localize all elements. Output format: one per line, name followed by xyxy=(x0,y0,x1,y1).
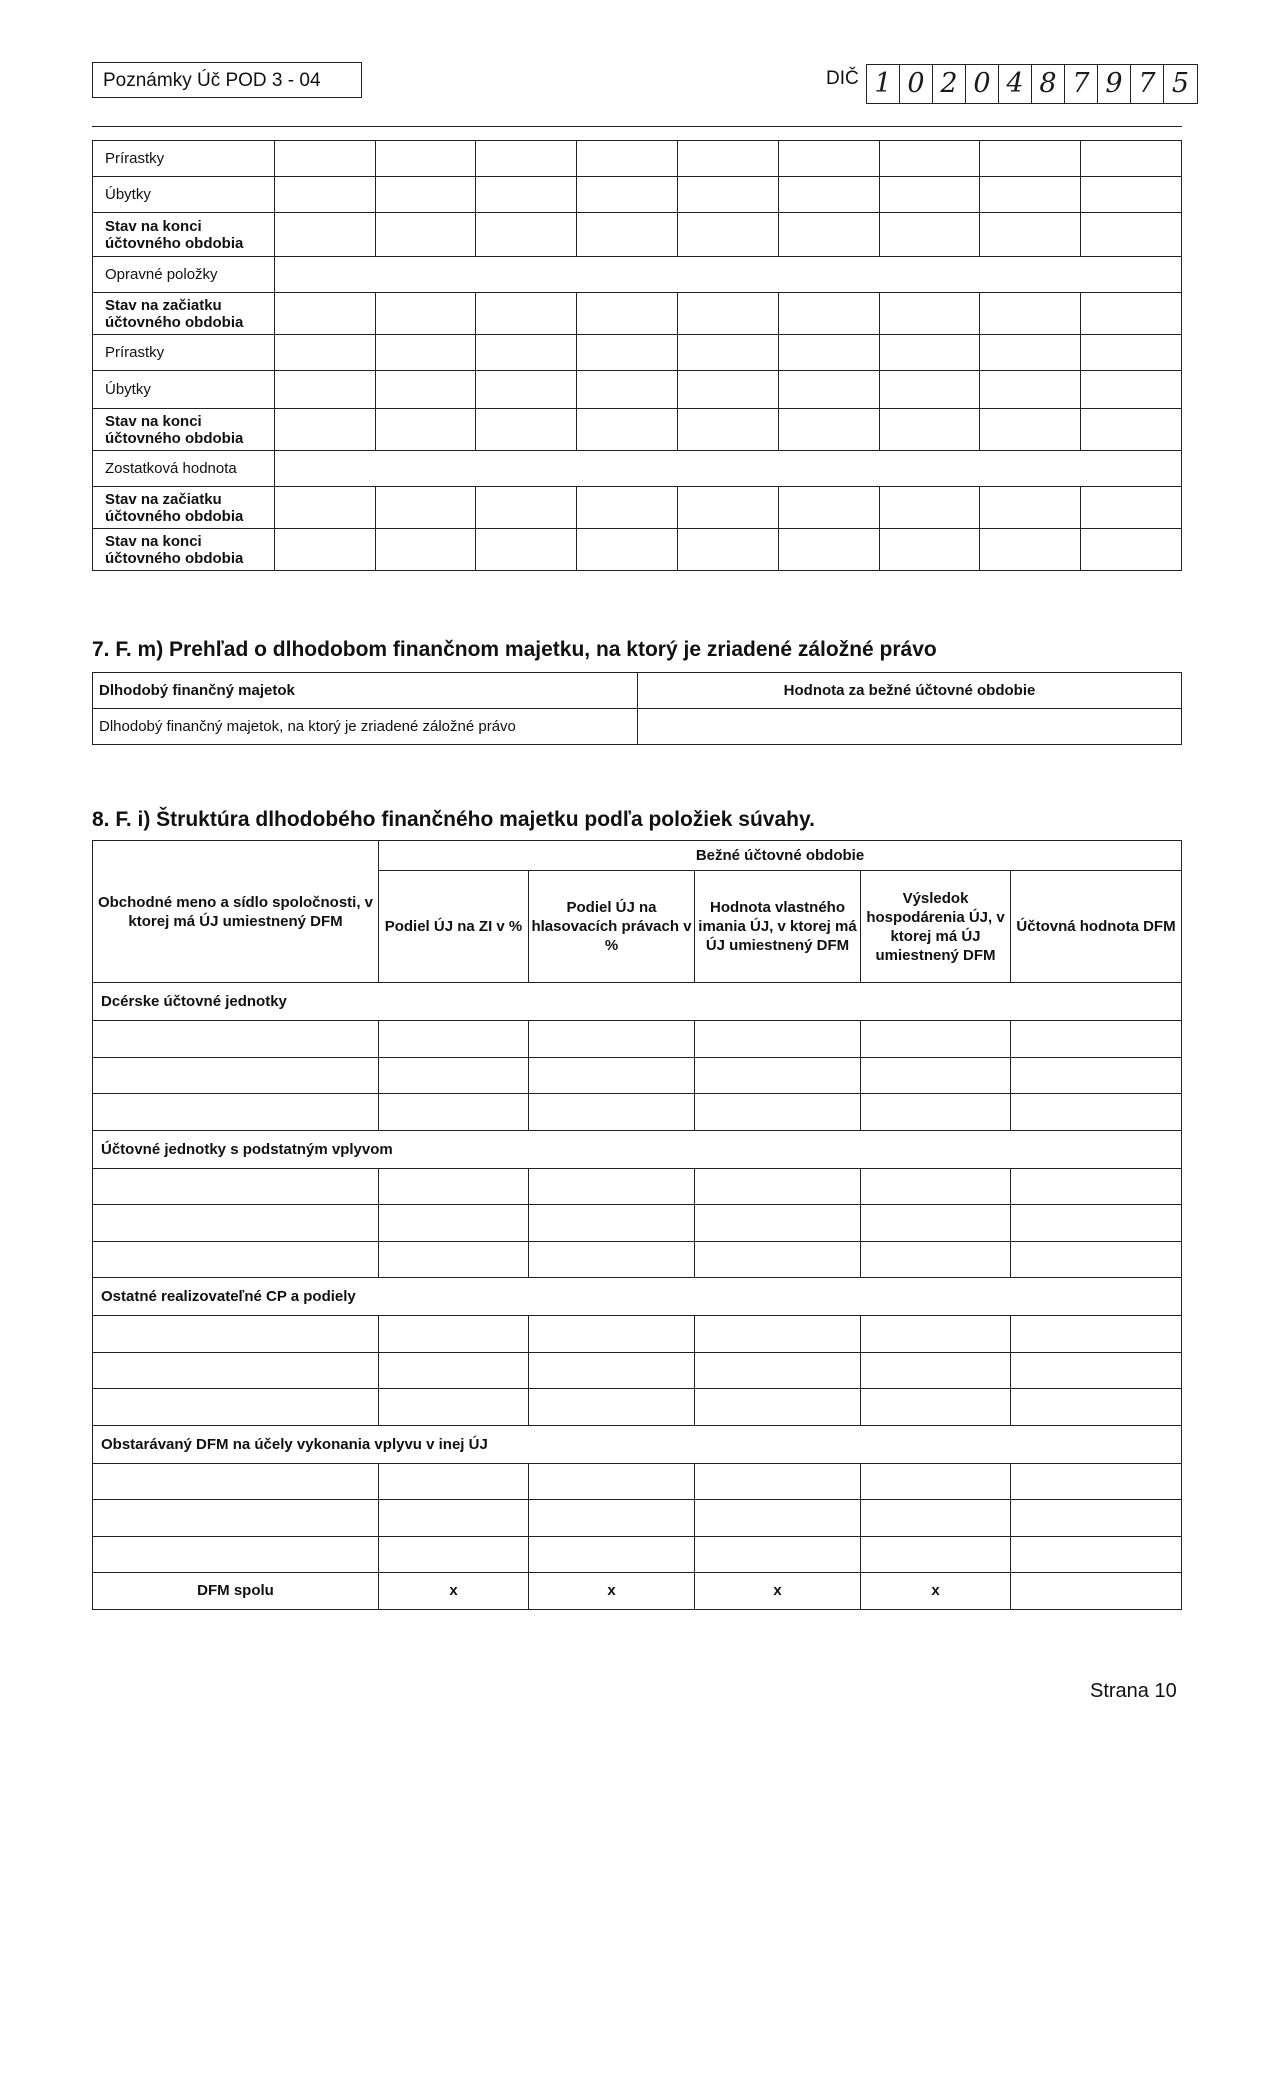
table-row xyxy=(93,257,1182,293)
table-row xyxy=(93,1352,1182,1389)
dic-digit: 7 xyxy=(1065,65,1098,103)
value-cell[interactable] xyxy=(274,451,1181,487)
total-value-cell[interactable] xyxy=(1011,1573,1182,1610)
value-cell[interactable] xyxy=(695,1021,861,1058)
form-title: Poznámky Úč POD 3 - 04 xyxy=(92,62,362,98)
total-x-mark: x xyxy=(379,1573,529,1610)
value-cell[interactable] xyxy=(879,213,980,257)
value-cell[interactable] xyxy=(1081,529,1182,571)
value-cell[interactable] xyxy=(375,177,476,213)
total-x-mark: x xyxy=(861,1573,1011,1610)
value-cell[interactable] xyxy=(879,409,980,451)
table-row xyxy=(93,1205,1182,1242)
group-row xyxy=(93,983,1182,1021)
value-cell[interactable] xyxy=(529,1536,695,1573)
value-cell[interactable] xyxy=(1011,1463,1182,1500)
row-label: Prírastky xyxy=(93,141,275,177)
value-cell[interactable] xyxy=(1011,1205,1182,1242)
dic-digit: 4 xyxy=(999,65,1032,103)
table-row xyxy=(93,1057,1182,1094)
value-cell[interactable] xyxy=(274,371,375,409)
value-cell[interactable] xyxy=(778,371,879,409)
asset-movements-table xyxy=(92,140,1182,571)
value-cell[interactable] xyxy=(577,409,678,451)
value-cell[interactable] xyxy=(695,1205,861,1242)
value-cell[interactable] xyxy=(1011,1352,1182,1389)
value-cell[interactable] xyxy=(379,1168,529,1205)
value-cell[interactable] xyxy=(980,335,1081,371)
value-cell[interactable] xyxy=(379,1205,529,1242)
value-cell[interactable] xyxy=(529,1094,695,1131)
table-row xyxy=(93,1241,1182,1278)
row-label: Prírastky xyxy=(93,335,275,371)
value-cell[interactable] xyxy=(577,177,678,213)
total-label: DFM spolu xyxy=(93,1573,379,1610)
company-name-cell[interactable] xyxy=(93,1057,379,1094)
value-cell[interactable] xyxy=(678,213,779,257)
table-row xyxy=(93,1463,1182,1500)
value-cell[interactable] xyxy=(476,335,577,371)
value-cell[interactable] xyxy=(980,487,1081,529)
value-cell[interactable] xyxy=(1081,141,1182,177)
value-cell[interactable] xyxy=(476,487,577,529)
value-cell[interactable] xyxy=(778,409,879,451)
value-cell[interactable] xyxy=(379,1241,529,1278)
value-cell[interactable] xyxy=(476,293,577,335)
dic-digit: 1 xyxy=(867,65,900,103)
page-number: Strana 10 xyxy=(1090,1680,1177,1702)
row-label: Stav na konci účtovného obdobia xyxy=(93,529,275,571)
row-label: Úbytky xyxy=(93,177,275,213)
value-cell[interactable] xyxy=(476,141,577,177)
value-cell[interactable] xyxy=(861,1536,1011,1573)
total-x-mark: x xyxy=(695,1573,861,1610)
table-row xyxy=(93,1389,1182,1426)
table-row xyxy=(93,293,1182,335)
value-cell[interactable] xyxy=(980,371,1081,409)
row-label: Stav na konci účtovného obdobia xyxy=(93,213,275,257)
value-cell[interactable] xyxy=(375,529,476,571)
group-label: Ostatné realizovateľné CP a podiely xyxy=(93,1278,1182,1316)
section7-col1-header: Dlhodobý finančný majetok xyxy=(93,673,638,709)
header-divider xyxy=(92,126,1182,127)
value-cell[interactable] xyxy=(577,335,678,371)
period-header: Bežné účtovné obdobie xyxy=(379,841,1182,871)
value-cell[interactable] xyxy=(379,1094,529,1131)
value-cell[interactable] xyxy=(577,529,678,571)
value-cell[interactable] xyxy=(695,1241,861,1278)
value-cell[interactable] xyxy=(1081,213,1182,257)
value-cell[interactable] xyxy=(695,1057,861,1094)
value-cell[interactable] xyxy=(476,213,577,257)
value-cell[interactable] xyxy=(778,141,879,177)
value-cell[interactable] xyxy=(861,1094,1011,1131)
dic-digit: 7 xyxy=(1131,65,1164,103)
dic-digit-boxes xyxy=(866,64,1198,104)
company-name-cell[interactable] xyxy=(93,1500,379,1537)
value-cell[interactable] xyxy=(1011,1168,1182,1205)
value-cell[interactable] xyxy=(980,213,1081,257)
company-name-cell[interactable] xyxy=(93,1463,379,1500)
row-label: Stav na konci účtovného obdobia xyxy=(93,409,275,451)
value-cell[interactable] xyxy=(861,1352,1011,1389)
value-cell[interactable] xyxy=(861,1389,1011,1426)
value-cell[interactable] xyxy=(529,1389,695,1426)
company-name-cell[interactable] xyxy=(93,1205,379,1242)
company-name-cell[interactable] xyxy=(93,1316,379,1353)
value-cell[interactable] xyxy=(1081,177,1182,213)
table-row xyxy=(93,409,1182,451)
value-cell[interactable] xyxy=(476,177,577,213)
value-cell[interactable] xyxy=(529,1205,695,1242)
table-row xyxy=(93,1500,1182,1537)
value-cell[interactable] xyxy=(274,335,375,371)
value-cell[interactable] xyxy=(861,1463,1011,1500)
value-cell[interactable] xyxy=(375,335,476,371)
col-header: Účtovná hodnota DFM xyxy=(1011,871,1182,983)
col-header: Výsledok hospodárenia ÚJ, v ktorej má ÚJ umiestnený DFM xyxy=(861,871,1011,983)
value-cell[interactable] xyxy=(695,1352,861,1389)
section7-title: 7. F. m) Prehľad o dlhodobom finančnom majetku, na ktorý je zriadené záložné právo xyxy=(92,638,937,661)
value-cell[interactable] xyxy=(1081,293,1182,335)
value-cell[interactable] xyxy=(861,1057,1011,1094)
table-row xyxy=(93,335,1182,371)
dic-digit: 0 xyxy=(966,65,999,103)
company-name-cell[interactable] xyxy=(93,1168,379,1205)
value-cell[interactable] xyxy=(678,371,779,409)
value-cell[interactable] xyxy=(695,1316,861,1353)
value-cell[interactable] xyxy=(1011,1094,1182,1131)
value-cell[interactable] xyxy=(879,371,980,409)
value-cell[interactable] xyxy=(476,529,577,571)
dic-digit: 2 xyxy=(933,65,966,103)
row-label: Stav na začiatku účtovného obdobia xyxy=(93,293,275,335)
value-cell[interactable] xyxy=(980,293,1081,335)
value-cell[interactable] xyxy=(476,371,577,409)
value-cell[interactable] xyxy=(879,487,980,529)
dic-digit: 8 xyxy=(1032,65,1065,103)
value-cell[interactable] xyxy=(379,1500,529,1537)
value-cell[interactable] xyxy=(778,529,879,571)
value-cell[interactable] xyxy=(274,141,375,177)
row-label: Opravné položky xyxy=(93,257,275,293)
value-cell[interactable] xyxy=(695,1536,861,1573)
section8-title: 8. F. i) Štruktúra dlhodobého finančného majetku podľa položiek súvahy. xyxy=(92,808,815,831)
value-cell[interactable] xyxy=(577,141,678,177)
value-cell[interactable] xyxy=(529,1168,695,1205)
dic-digit: 9 xyxy=(1098,65,1131,103)
value-cell[interactable] xyxy=(861,1168,1011,1205)
value-cell[interactable] xyxy=(980,529,1081,571)
table-row xyxy=(93,1168,1182,1205)
value-cell[interactable] xyxy=(577,213,678,257)
value-cell[interactable] xyxy=(980,141,1081,177)
value-cell[interactable] xyxy=(274,529,375,571)
value-cell[interactable] xyxy=(1011,1316,1182,1353)
group-label: Obstarávaný DFM na účely vykonania vplyvu v inej ÚJ xyxy=(93,1425,1182,1463)
value-cell[interactable] xyxy=(274,487,375,529)
value-cell[interactable] xyxy=(577,293,678,335)
value-cell[interactable] xyxy=(861,1500,1011,1537)
value-cell[interactable] xyxy=(379,1536,529,1573)
row-label: Stav na začiatku účtovného obdobia xyxy=(93,487,275,529)
value-cell[interactable] xyxy=(1081,371,1182,409)
value-cell[interactable] xyxy=(379,1316,529,1353)
section7-row-label: Dlhodobý finančný majetok, na ktorý je zriadené záložné právo xyxy=(93,709,638,745)
value-cell[interactable] xyxy=(577,371,678,409)
table-row xyxy=(93,451,1182,487)
table-row xyxy=(93,177,1182,213)
value-cell[interactable] xyxy=(529,1500,695,1537)
value-cell[interactable] xyxy=(274,409,375,451)
company-name-cell[interactable] xyxy=(93,1389,379,1426)
value-cell[interactable] xyxy=(1011,1389,1182,1426)
dic-label: DIČ xyxy=(826,68,859,89)
value-cell[interactable] xyxy=(980,177,1081,213)
col-header: Hodnota vlastného imania ÚJ, v ktorej má ÚJ umiestnený DFM xyxy=(695,871,861,983)
value-cell[interactable] xyxy=(379,1389,529,1426)
company-name-cell[interactable] xyxy=(93,1241,379,1278)
value-cell[interactable] xyxy=(529,1057,695,1094)
value-cell[interactable] xyxy=(529,1316,695,1353)
company-name-cell[interactable] xyxy=(93,1536,379,1573)
value-cell[interactable] xyxy=(274,257,1181,293)
table-row xyxy=(93,1536,1182,1573)
value-cell[interactable] xyxy=(379,1352,529,1389)
value-cell[interactable] xyxy=(678,141,779,177)
dfm-structure-table xyxy=(92,840,1182,1610)
table-row xyxy=(93,529,1182,571)
dic-digit: 5 xyxy=(1171,68,1190,99)
total-x-mark: x xyxy=(529,1573,695,1610)
value-cell[interactable] xyxy=(695,1463,861,1500)
value-cell[interactable] xyxy=(577,487,678,529)
value-cell[interactable] xyxy=(1081,335,1182,371)
value-cell[interactable] xyxy=(476,409,577,451)
value-cell[interactable] xyxy=(529,1463,695,1500)
table-row xyxy=(93,213,1182,257)
value-cell[interactable] xyxy=(695,1389,861,1426)
value-cell[interactable] xyxy=(678,293,779,335)
value-cell[interactable] xyxy=(375,409,476,451)
row-label: Zostatková hodnota xyxy=(93,451,275,487)
value-cell[interactable] xyxy=(879,529,980,571)
value-cell[interactable] xyxy=(695,1500,861,1537)
group-label: Účtovné jednotky s podstatným vplyvom xyxy=(93,1130,1182,1168)
value-cell[interactable] xyxy=(778,293,879,335)
value-cell[interactable] xyxy=(778,177,879,213)
value-cell[interactable] xyxy=(778,213,879,257)
value-cell[interactable] xyxy=(529,1352,695,1389)
company-name-cell[interactable] xyxy=(93,1021,379,1058)
value-cell[interactable] xyxy=(695,1094,861,1131)
value-cell[interactable] xyxy=(778,487,879,529)
value-cell[interactable] xyxy=(379,1057,529,1094)
value-cell[interactable] xyxy=(375,213,476,257)
value-cell[interactable] xyxy=(861,1241,1011,1278)
value-cell[interactable] xyxy=(529,1021,695,1058)
dic-digit: 0 xyxy=(900,65,933,103)
value-cell[interactable] xyxy=(695,1168,861,1205)
group-label: Dcérske účtovné jednotky xyxy=(93,983,1182,1021)
value-cell[interactable] xyxy=(678,487,779,529)
table-row xyxy=(93,487,1182,529)
section7-value-cell[interactable] xyxy=(638,709,1182,745)
value-cell[interactable] xyxy=(879,335,980,371)
table-row xyxy=(93,371,1182,409)
value-cell[interactable] xyxy=(1081,487,1182,529)
col-header: Podiel ÚJ na hlasovacích právach v % xyxy=(529,871,695,983)
value-cell[interactable] xyxy=(1011,1500,1182,1537)
value-cell[interactable] xyxy=(274,213,375,257)
value-cell[interactable] xyxy=(375,487,476,529)
value-cell[interactable] xyxy=(861,1021,1011,1058)
company-name-cell[interactable] xyxy=(93,1352,379,1389)
value-cell[interactable] xyxy=(879,141,980,177)
row-label: Úbytky xyxy=(93,371,275,409)
value-cell[interactable] xyxy=(879,293,980,335)
col-name-header: Obchodné meno a sídlo spoločnosti, v ktorej má ÚJ umiestnený DFM xyxy=(93,841,379,983)
value-cell[interactable] xyxy=(379,1021,529,1058)
company-name-cell[interactable] xyxy=(93,1094,379,1131)
value-cell[interactable] xyxy=(678,177,779,213)
value-cell[interactable] xyxy=(1011,1536,1182,1573)
value-cell[interactable] xyxy=(861,1316,1011,1353)
value-cell[interactable] xyxy=(861,1205,1011,1242)
value-cell[interactable] xyxy=(375,371,476,409)
value-cell[interactable] xyxy=(1011,1021,1182,1058)
total-row xyxy=(93,1573,1182,1610)
value-cell[interactable] xyxy=(980,409,1081,451)
value-cell[interactable] xyxy=(529,1241,695,1278)
pledged-assets-table xyxy=(92,672,1182,745)
table-row xyxy=(93,1316,1182,1353)
value-cell[interactable] xyxy=(678,409,779,451)
value-cell[interactable] xyxy=(274,177,375,213)
value-cell[interactable] xyxy=(1011,1241,1182,1278)
value-cell[interactable] xyxy=(1081,409,1182,451)
value-cell[interactable] xyxy=(274,293,375,335)
value-cell[interactable] xyxy=(375,141,476,177)
table-row xyxy=(93,141,1182,177)
value-cell[interactable] xyxy=(678,529,779,571)
table-row xyxy=(93,1021,1182,1058)
section7-col2-header: Hodnota za bežné účtovné obdobie xyxy=(638,673,1182,709)
group-row xyxy=(93,1425,1182,1463)
value-cell[interactable] xyxy=(379,1463,529,1500)
value-cell[interactable] xyxy=(778,335,879,371)
value-cell[interactable] xyxy=(678,335,779,371)
value-cell[interactable] xyxy=(1011,1057,1182,1094)
group-row xyxy=(93,1278,1182,1316)
value-cell[interactable] xyxy=(879,177,980,213)
col-header: Podiel ÚJ na ZI v % xyxy=(379,871,529,983)
table-row xyxy=(93,1094,1182,1131)
value-cell[interactable] xyxy=(375,293,476,335)
group-row xyxy=(93,1130,1182,1168)
